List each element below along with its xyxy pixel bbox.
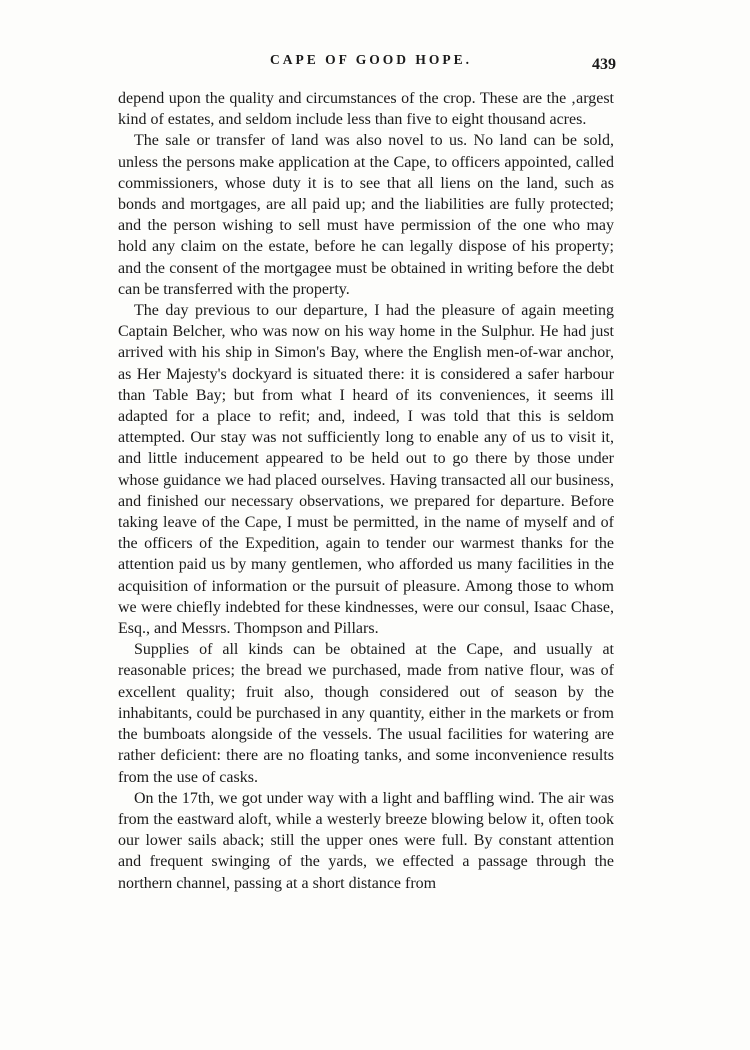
paragraph-land-transfer: The sale or transfer of land was also novel to us. No land can be sold, unless the persons make application at the Cape, to officers appointed, called commissioners, whose duty it is to see that all liens on the land, such as bonds and mortgages, are all paid up; and the liabilities are fully protected; and the person wishing to sell must have permission of the one who may hold any claim on the estate, before he can legally dispose of his property; and the consent of the mortgagee must be obtained in writing before the debt can be transferred with the property. (118, 132, 614, 298)
paragraph-continued: depend upon the quality and circumstances of the crop. These are the ‚argest kind of estates, and seldom include less than five to eight thousand acres. (118, 90, 614, 129)
paragraph-departure: The day previous to our departure, I had the pleasure of again meeting Captain Belcher, who was now on his way home in the Sulphur. He had just arrived with his ship in Simon's Bay, where the English men-of-war anchor, as Her Majesty's dockyard is situated there: it is considered a safer harbour than Table Bay; but from what I heard of its conveniences, it seems ill adapted for a place to refit; and, indeed, I was told that this is seldom attempted. Our stay was not sufficiently long to enable any of us to visit it, and little inducement appeared to be held out to go there by those under whose guidance we had placed ourselves. Having transacted all our business, and finished our necessary observations, we prepared for departure. Before taking leave of the Cape, I must be permitted, in the name of myself and of the officers of the Expedition, again to tender our warmest thanks for the attention paid us by many gentlemen, who afforded us many facilities in the acquisition of information or the pursuit of pleasure. Among those to whom we were chiefly indebted for these kindnesses, were our consul, Isaac Chase, Esq., and Messrs. Thompson and Pillars. (118, 302, 614, 638)
running-head: CAPE OF GOOD HOPE. (270, 52, 472, 67)
body-text (118, 88, 614, 894)
page-header (118, 50, 624, 74)
paragraph-under-way: On the 17th, we got under way with a light and baffling wind. The air was from the eastward aloft, while a westerly breeze blowing below it, often took our lower sails aback; still the upper ones were full. By constant attention and frequent swinging of the yards, we effected a passage through the northern channel, passing at a short distance from (118, 789, 614, 892)
paragraph-supplies: Supplies of all kinds can be obtained at the Cape, and usually at reasonable prices; the bread we purchased, made from native flour, was of excellent quality; fruit also, though considered out of season by the inhabitants, could be purchased in any quantity, either in the markets or from the bumboats alongside of the vessels. The usual facilities for watering are rather deficient: there are no floating tanks, and some inconvenience results from the use of casks. (118, 641, 614, 786)
page-number: 439 (592, 56, 616, 73)
